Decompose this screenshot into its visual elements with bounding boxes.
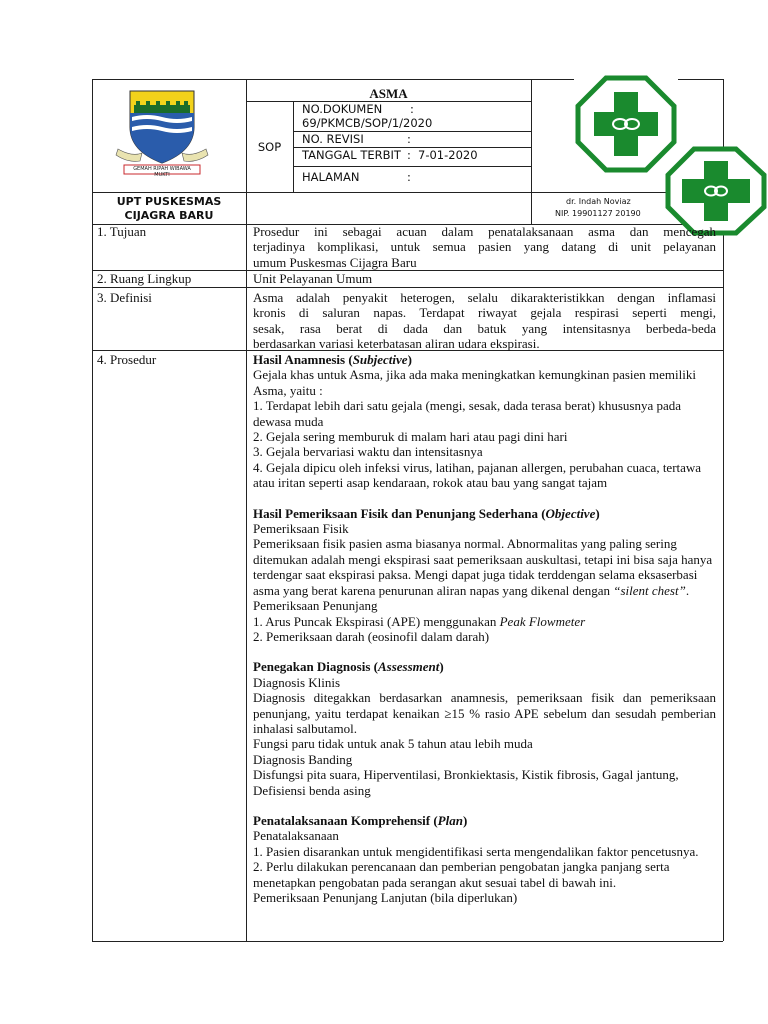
subjective-intro: Gejala khas untuk Asma, jika ada maka meningkatkan kemungkinan pasien memiliki Asma, yaitu : — [253, 367, 696, 398]
definisi-text — [253, 290, 716, 352]
revisi-sep: : — [407, 132, 411, 146]
doc-no-value: 69/PKMCB/SOP/1/2020 — [302, 116, 433, 130]
plan-heading-text: Penatalaksanaan Komprehensif ( — [253, 812, 438, 828]
objective-text-body: Pemeriksaan fisik pasien asma biasanya normal. Abnormalitas yang paling sering ditemukan adalah mengi ekspirasi saat pemeriksaan auskultasi, tetapi ini bisa saja hanya terdengar saat ekspirasi paksa. Mengi dapat juga tidak terddengan selama eksaserbasi asma yang berat karena penurunan aliran napas yang dikenal dengan — [253, 536, 713, 598]
definisi-line: kronis di saluran napas. Terdapat riwayat gejala respirasi seperti mengi, — [253, 305, 716, 321]
objective-item — [253, 614, 716, 629]
puskesmas-logo-large — [574, 74, 678, 174]
tujuan-line: terjadinya komplikasi, untuk semua pasien yang datang di unit pelayanan — [253, 239, 716, 255]
objective-heading-italic: Objective — [545, 505, 596, 521]
assessment-text: Diagnosis ditegakkan berdasarkan anamnesis, pemeriksaan fisik dan pemeriksaan penunjang, yaitu terdapat kenaikan ≥15 % rasio APE sebelum dan sesudah pemberian inhalasi salbutamol. — [253, 690, 716, 736]
label-ruang-lingkup: 2. Ruang Lingkup — [97, 271, 192, 286]
subjective-item: 2. Gejala sering memburuk di malam hari atau pagi dini hari — [253, 429, 568, 445]
objective-subheading: Pemeriksaan Fisik — [253, 521, 349, 537]
subjective-item: 3. Gejala bervariasi waktu dan intensitasnya — [253, 444, 483, 460]
tanggal-value: 7-01-2020 — [418, 148, 478, 162]
objective-heading-text: Hasil Pemeriksaan Fisik dan Penunjang Sederhana ( — [253, 505, 546, 521]
definisi-line: sesak, rasa berat di dada dan batuk yang intensitasnya berbeda-beda — [253, 320, 716, 336]
label-definisi: 3. Definisi — [97, 290, 152, 305]
definisi-line: berdasarkan variasi keterbatasan aliran udara ekspirasi. — [253, 336, 540, 352]
objective-text-italic: “silent chest” — [613, 582, 686, 598]
objective-text-end: . — [685, 582, 690, 598]
table-bottom-border — [92, 941, 723, 942]
plan-item: 2. Perlu dilakukan perencanaan dan pemberian pengobatan jangka panjang serta menetapkan pengobatan pada serangan akut sesuai tabel di bawah ini. — [253, 859, 670, 890]
org-name-line2: CIJAGRA BARU — [124, 209, 214, 222]
assessment-heading-text: Penegakan Diagnosis ( — [253, 659, 378, 675]
objective-heading — [253, 506, 716, 521]
tanggal-row-divider — [293, 166, 531, 167]
tanggal-sep: : — [407, 148, 411, 162]
assessment-heading-end: ) — [439, 659, 444, 675]
plan-subheading: Pemeriksaan Penunjang Lanjutan (bila diperlukan) — [253, 890, 518, 905]
assessment-text: Disfungsi pita suara, Hiperventilasi, Bronkiektasis, Kistik fibrosis, Gagal jantung, Defisiensi benda asing — [253, 767, 679, 798]
assessment-heading-italic: Assessment — [377, 659, 440, 675]
doc-no-sep: : — [410, 102, 414, 116]
objective-item-text: 1. Arus Puncak Ekspirasi (APE) menggunakan — [253, 613, 500, 629]
label-column-divider — [246, 79, 247, 941]
signer-nip: NIP. 19901127 20190 — [555, 209, 641, 218]
subjective-heading-italic: Subjective — [352, 352, 408, 367]
header-bottom-border — [92, 192, 723, 193]
tujuan-text — [253, 224, 716, 270]
halaman-sep: : — [407, 170, 411, 184]
plan-subheading: Penatalaksanaan — [253, 828, 339, 844]
objective-item-italic: Peak Flowmeter — [499, 613, 586, 629]
emblem-motto: GEMAH RIPAH WIBAWA MUKTI — [133, 166, 191, 178]
plan-heading-end: ) — [462, 812, 468, 828]
plan-heading-italic: Plan — [437, 812, 463, 828]
tujuan-line: umum Puskesmas Cijagra Baru — [253, 254, 417, 270]
header-right-divider — [531, 79, 532, 224]
ruang-lingkup-text: Unit Pelayanan Umum — [253, 271, 373, 286]
city-emblem — [112, 87, 212, 179]
subjective-item: 1. Terdapat lebih dari satu gejala (mengi, sesak, dada terasa berat) khususnya pada dewasa muda — [253, 398, 682, 429]
label-prosedur: 4. Prosedur — [97, 352, 157, 367]
sop-label: SOP — [257, 140, 282, 154]
prosedur-content — [253, 352, 716, 905]
subjective-item: 4. Gejala dipicu oleh infeksi virus, latihan, pajanan allergen, perubahan cuaca, tertawa atau iritan seperti asap kendaraan, rokok atau bau yang sangat tajam — [253, 459, 702, 491]
plan-heading — [253, 813, 716, 828]
org-name-line1: UPT PUSKESMAS — [116, 195, 222, 208]
assessment-subheading: Diagnosis Klinis — [253, 674, 341, 690]
plan-item: 1. Pasien disarankan untuk mengidentifikasi serta mengendalikan faktor pencetusnya. — [253, 843, 699, 859]
objective-heading-end: ) — [595, 505, 600, 521]
objective-text — [253, 536, 716, 598]
doc-no-label: NO.DOKUMEN — [302, 102, 383, 116]
definisi-line: Asma adalah penyakit heterogen, selalu dikarakteristikkan dengan inflamasi — [253, 290, 716, 305]
label-tujuan: 1. Tujuan — [97, 224, 147, 239]
document-title: ASMA — [369, 86, 408, 101]
puskesmas-logo-icon — [574, 74, 678, 174]
tanggal-label: TANGGAL TERBIT — [302, 148, 401, 162]
assessment-subheading: Diagnosis Banding — [253, 751, 353, 767]
subjective-heading-end: ) — [407, 352, 412, 367]
revisi-label: NO. REVISI — [302, 132, 364, 146]
subjective-heading-text: Hasil Anamnesis ( — [253, 352, 353, 367]
signer-name: dr. Indah Noviaz — [566, 197, 631, 206]
sop-column-divider — [293, 101, 294, 192]
halaman-label: HALAMAN — [302, 170, 360, 184]
subjective-heading — [253, 352, 716, 367]
ruang-row-bottom — [92, 287, 723, 288]
assessment-text: Fungsi paru tidak untuk anak 5 tahun atau lebih muda — [253, 736, 533, 752]
tujuan-line: Prosedur ini sebagai acuan dalam penatalaksanaan asma dan mencegah — [253, 224, 716, 239]
objective-item: 2. Pemeriksaan darah (eosinofil dalam darah) — [253, 628, 490, 644]
objective-subheading: Pemeriksaan Penunjang — [253, 598, 378, 614]
assessment-heading — [253, 659, 716, 674]
